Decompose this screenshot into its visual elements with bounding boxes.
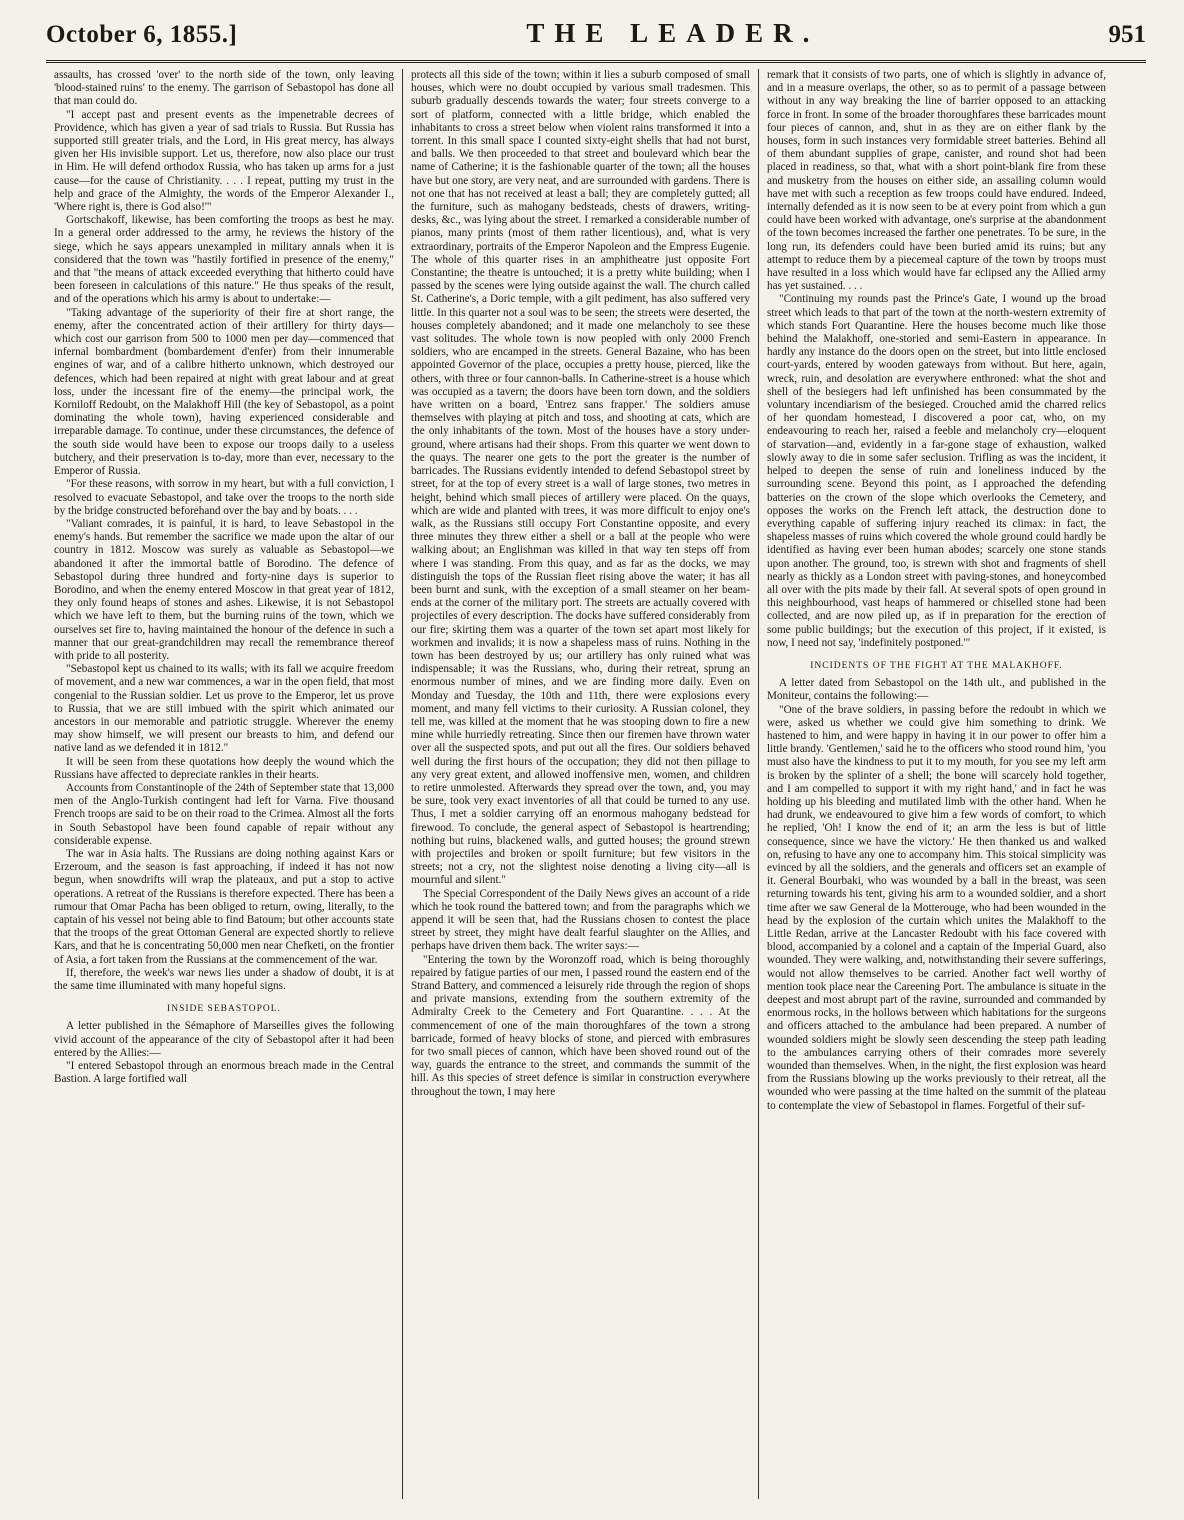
paragraph: "Entering the town by the Woronzoff road, which is being thoroughly repaired by fatigue parties of our men, I passed round the eastern end of the Strand Battery, and commenced a leisurely ride through the region of shops and private mansions, extending from the southern extremity of the Admiralty Creek to the Cemetery and Fort Quarantine. . . . At the commencement of one of the main thoroughfares of the town a strong barricade, formed of heavy blocks of stone, and pierced with embrasures for two small pieces of cannon, which have been shoved round out of the way, guards the entrance to the street, and commands the summit of the hill. As this species of street defence is similar in construction everywhere throughout the town, I may here: [411, 953, 750, 1098]
column-2: [402, 69, 758, 1499]
paragraph: assaults, has crossed 'over' to the north side of the town, only leaving 'blood-stained ruins' to the enemy. The garrison of Sebastopol has done all that man could do.: [54, 69, 394, 108]
paragraph: protects all this side of the town; within it lies a suburb composed of small houses, which were no doubt occupied by various small tradesmen. This suburb gradually descends towards the water; four streets converge to a sort of platform, connected with a little bridge, which enabled the inhabitants to cross a street below when violent rains transformed it into a torrent. In this small space I counted sixty-eight shells that had not burst, and balls. We then proceeded to that street and boulevard which bear the name of Catherine; it is the fashionable quarter of the town; all the houses have but one story, are very neat, and are surrounded with gardens. There is not one that has not received at least a ball; they are completely gutted; all the furniture, such as mahogany bedsteads, chests of drawers, writing-desks, &c., was lying about the street. I remarked a considerable number of pianos, many prints (most of them rather licentious), and, what is very extraordinary, portraits of the Emperor Napoleon and the Empress Eugenie. The whole of this quarter rises in an amphitheatre just opposite Fort Constantine; the theatre is untouched; it is a pretty white building; when I passed by the scenes were lying outside against the wall. The church called St. Catherine's, a Doric temple, with a gilt pediment, has also suffered very little. In this quarter not a soul was to be seen; the streets were deserted, the houses completely abandoned; and it made one melancholy to see these vast solitudes. The whole town is now peopled with only 2000 French soldiers, who are encamped in the streets. General Bazaine, who has been appointed Governor of the place, occupies a pretty house, pierced, like the others, with three or four cannon-balls. In Catherine-street is a house which was occupied as a tavern; the doors have been torn down, and the soldiers have written on a board, 'Entrez sans frapper.' The soldiers amuse themselves with playing at pitch and toss, and shooting at cats, which are the only inhabitants of the town. Most of the houses have a story under-ground, where artisans had their shops. From this quarter we went down to the quays. The nearer one gets to the port the greater is the number of barricades. The Russians evidently intended to defend Sebastopol street by street, for at the top of every street is a wall of large stones, two metres in height, behind which small pieces of artillery were placed. On the quays, which are wide and planted with trees, it was more difficult to enjoy one's walk, as the Russians still occupy Fort Constantine opposite, and every three minutes they threw either a shell or a ball at the people who were walking about; an Englishman was killed in that way ten steps off from where I was standing. From this quay, and as far as the docks, we may distinguish the tops of the Russian fleet rising above the water; it has all been burnt and sunk, with the exception of a small steamer on her beam-ends at the corner of the military port. The streets are actually covered with projectiles of every description. The docks have suffered considerably from our fire; skirting them was a quarter of the town set apart most likely for workmen and invalids; it is now a shapeless mass of ruins. Nothing in the town has been destroyed by us; our artillery has only ruined what was indispensable; it was the Russians, who, during their retreat, sprung an enormous number of mines, and we are finding more daily. Even on Monday and Tuesday, the 10th and 11th, there were explosions every moment, and many fell victims to their curiosity. A Russian colonel, they tell me, was killed at the moment that he was stooping down to fire a new mine while hurriedly retreating. Since then our firemen have thrown water over all the suspected spots, and put out all the fires. Our soldiers behaved well during the first hours of the occupation; they did not then pillage to any very great extent, and allowed inoffensive men, women, and children to retire unmolested. Afterwards they spread over the town, and, you may be sure, took very exact inventories of all that could be turned to any use. Thus, I met a soldier carrying off an enormous mahogany bedstead for firewood. To conclude, the general aspect of Sebastopol is heartrending; nothing but ruins, blackened walls, and gutted houses; the ground strewn with projectiles and broken or spoilt furniture; but few visitors in the streets; not a cry, not the slightest noise denoting a living city—all is mournful and silent.": [411, 69, 750, 887]
paragraph: "For these reasons, with sorrow in my heart, but with a full conviction, I resolved to evacuate Sebastopol, and take over the troops to the north side by the bridge constructed beforehand over the bay and by boats. . . .: [54, 478, 394, 517]
issue-date: October 6, 1855.]: [46, 21, 238, 48]
section-heading: INSIDE SEBASTOPOL.: [167, 1004, 281, 1015]
paragraph: It will be seen from these quotations how deeply the wound which the Russians have affected to depreciate rankles in their hearts.: [54, 755, 394, 781]
newspaper-title: THE LEADER.: [526, 18, 820, 48]
column-1: [46, 69, 402, 1499]
paragraph: The Special Correspondent of the Daily News gives an account of a ride which he took round the battered town; and from the paragraphs which we append it will be seen that, had the Russians chosen to contest the place street by street, they might have dealt fearful slaughter on the Allies, and perhaps have driven them back. The writer says:—: [411, 887, 750, 953]
article-columns: [46, 69, 1146, 1499]
paragraph: Accounts from Constantinople of the 24th of September state that 13,000 men of the Anglo-Turkish contingent had left for Varna. Five thousand French troops are said to be on their road to the Crimea. Almost all the forts in South Sebastopol have been found capable of repair without any considerable expense.: [54, 781, 394, 847]
column-3: [758, 69, 1114, 1499]
section-heading: INCIDENTS OF THE FIGHT AT THE MALAKHOFF.: [810, 660, 1063, 671]
paragraph: "Continuing my rounds past the Prince's Gate, I wound up the broad street which leads to that part of the town at the north-western extremity of which stands Fort Quarantine. Here the houses become much like those behind the Malakhoff, one-storied and semi-Eastern in appearance. In hardly any instance do the doors open on the street, but into little enclosed court-yards, entered by wooden gateways from without. But here, again, wreck, ruin, and desolation are everywhere enthroned: what the shot and shell of the besiegers had left unfinished has been consummated by the voluntary incendiarism of the besieged. Crouched amid the charred relics of her quondam homestead, I discovered a poor cat, who, on my endeavouring to reach her, raised a feeble and melancholy cry—eloquent of starvation—and, evidently in a far-gone stage of exhaustion, walked slowly away to die in some safer seclusion. Trifling as was the incident, it helped to deepen the sense of ruin and loneliness induced by the surrounding scene. Beyond this point, as I approached the defending batteries on the crown of the slope which overlooks the Cemetery, and opposes the works on the French left attack, the destruction done to everything capable of suffering injury reached its climax: in fact, the shapeless masses of ruins which covered the whole ground could hardly be identified as having ever been human abodes; scarcely one stone stands upon another. The ground, too, is strewn with shot and fragments of shell nearly as thickly as a London street with paving-stones, and honeycombed all over with the pits made by their fall. At several spots of open ground in this neighbourhood, vast heaps of hammered or chiselled stone had been collected, and are now piled up, as if in preparation for the erection of some public buildings; but the execution of this project, if it existed, is now, I need not say, 'indefinitely postponed.'": [767, 293, 1106, 649]
paragraph: "I accept past and present events as the impenetrable decrees of Providence, which has given a year of sad trials to Russia. But Russia has supported still greater trials, and the Lord, in His great mercy, has always given her His invisible support. Let us, therefore, now also place our trust in Him. He will defend orthodox Russia, who has taken up arms for a just cause—for the cause of Christianity. . . . I repeat, putting my trust in the help and grace of the Almighty, the words of the Emperor Alexander I., 'Where right is, there is God also!'": [54, 108, 394, 214]
paragraph: "One of the brave soldiers, in passing before the redoubt in which we were, asked us whether we could give him something to drink. We hastened to him, and were happy in having it in our power to offer him a little brandy. 'Gentlemen,' said he to the officers who stood round him, 'you must also have the kindness to put it to my mouth, for you see my left arm is broken by the splinter of a shell; the bone will scarcely hold together, and I am compelled to support it with my right hand,' and in fact he was holding up his bleeding and mutilated limb with the other hand. When he had drunk, we endeavoured to give him a few words of comfort, to which he replied, 'Oh! I know the end of it; an arm the less is but of little consequence, since we have the victory.' He then thanked us and walked on, refusing to have any one to accompany him. This stoical simplicity was evinced by all the soldiers, and the generals and officers set an example of it. General Bourbaki, who was wounded by a ball in the breast, was seen returning towards his tent, giving his arm to a wounded soldier, and a short time after we saw General de la Motterouge, who had been wounded in the head by the explosion of the curtain which unites the Malakhoff to the Little Redan, arrive at the Lancaster Redoubt with his face covered with blood, accompanied by a colonel and a captain of the Imperial Guard, also wounded. They were walking, and, notwithstanding their severe sufferings, would not allow themselves to be carried. Another fact well worthy of mention took place near the Careening Port. The ambulance is situate in the deepest and most abrupt part of the ravine, surrounded and commanded by enormous rocks, in the hollows between which habitations for the surgeons and officers attached to the ambulance had been prepared. A number of wounded soldiers might be slowly seen descending the steep path leading to the ambulances carrying others of their comrades more severely wounded than themselves. When, in the night, the first explosion was heard from the Russians blowing up the works previously to their retreat, all the wounded who were passing at the time halted on the summit of the plateau to contemplate the view of Sebastopol in flames. Forgetful of their suf-: [767, 703, 1106, 1112]
paragraph: The war in Asia halts. The Russians are doing nothing against Kars or Erzeroum, and the season is fast approaching, if indeed it has not now begun, when snowdrifts will wrap the plateaux, and put a stop to active operations. A retreat of the Russians is therefore expected. There has been a rumour that Omar Pacha has been obliged to return, owing, literally, to the captain of his vessel not being able to find Batoum; but other accounts state that the troops of the great Ottoman General are expected shortly to relieve Kars, and that he is concentrating 50,000 men near Chefketi, on the frontier of Asia, a fort taken from the Russians at the commencement of the war.: [54, 847, 394, 966]
paragraph: "Valiant comrades, it is painful, it is hard, to leave Sebastopol in the enemy's hands. But remember the sacrifice we made upon the altar of our country in 1812. Moscow was surely as valuable as Sebastopol—we abandoned it after the immortal battle of Borodino. The defence of Sebastopol during three hundred and forty-nine days is superior to Borodino, and when the enemy entered Moscow in that great year of 1812, they only found heaps of stones and ashes. Likewise, it is not Sebastopol which we have left to them, but the burning ruins of the town, which we ourselves set fire to, having maintained the honour of the defence in such a manner that our great-grandchildren may recall the remembrance thereof with pride to all posterity.: [54, 517, 394, 662]
paragraph: "Taking advantage of the superiority of their fire at short range, the enemy, after the concentrated action of their artillery for thirty days—which cost our garrison from 500 to 1000 men per day—commenced that infernal bombardment (bombardement d'enfer) from their innumerable engines of war, and of a calibre hitherto unknown, which destroyed our defences, which had been repaired at night with great labour and at great loss, under the incessant fire of the enemy—the principal work, the Korniloff Redoubt, on the Malakhoff Hill (the key of Sebastopol, as a point dominating the whole town), having experienced considerable and irreparable damage. To continue, under these circumstances, the defence of the south side would have been to expose our troops daily to a useless butchery, and their preservation is to-day, more than ever, necessary to the Emperor of Russia.: [54, 306, 394, 478]
paragraph: "Sebastopol kept us chained to its walls; with its fall we acquire freedom of movement, and a new war commences, a war in the open field, that most congenial to the Russian soldier. Let us prove to the Emperor, let us prove to Russia, that we are still imbued with the spirit which animated our ancestors in our memorable and patriotic struggle. Wherever the enemy may show himself, we will present our breasts to him, and defend our native land as we defended it in 1812.": [54, 663, 394, 755]
paragraph: remark that it consists of two parts, one of which is slightly in advance of, and in a measure overlaps, the other, so as to permit of a passage between without in any way breaking the line of barrier opposed to an attacking force in front. In some of the broader thoroughfares these barricades mount four pieces of cannon, and, shut in as they are on either flank by the houses, form in such instances very formidable street batteries. Behind all of them abundant supplies of grape, canister, and round shot had been placed in readiness, so that, what with a short point-blank fire from these and musketry from the houses on either side, an assailing column would have met with such a reception as few troops could have endured. Indeed, internally defended as it is now seen to be at every point from which a gun could have been worked with advantage, one's surprise at the abandonment of the town becomes increased the farther one penetrates. To be sure, in the long run, its defenders could have been buried amid its ruins; but any attempt to reduce them by a piecemeal capture of the town by troops must have resulted in a loss which would have far eclipsed any the Allied army has yet sustained. . . .: [767, 69, 1106, 293]
paragraph: If, therefore, the week's war news lies under a shadow of doubt, it is at the same time illuminated with many hopeful signs.: [54, 966, 394, 993]
masthead-rule: [46, 60, 1146, 63]
paragraph: A letter dated from Sebastopol on the 14th ult., and published in the Moniteur, contains the following:—: [767, 677, 1106, 703]
paragraph: A letter published in the Sémaphore of Marseilles gives the following vivid account of the appearance of the city of Sebastopol after it had been entered by the Allies:—: [54, 1020, 394, 1059]
masthead: [46, 18, 1146, 58]
paragraph: Gortschakoff, likewise, has been comforting the troops as best he may. In a general order addressed to the army, he reviews the history of the siege, which he says appears unexampled in military annals when it is considered that the town was "hastily fortified in presence of the enemy," and that "the means of attack exceeded everything that hitherto could have been foreseen in calculations of this nature." He thus speaks of the result, and of the operations which his army is about to undertake:—: [54, 214, 394, 306]
paragraph: "I entered Sebastopol through an enormous breach made in the Central Bastion. A large fortified wall: [54, 1060, 394, 1086]
page-number: 951: [1108, 21, 1146, 48]
